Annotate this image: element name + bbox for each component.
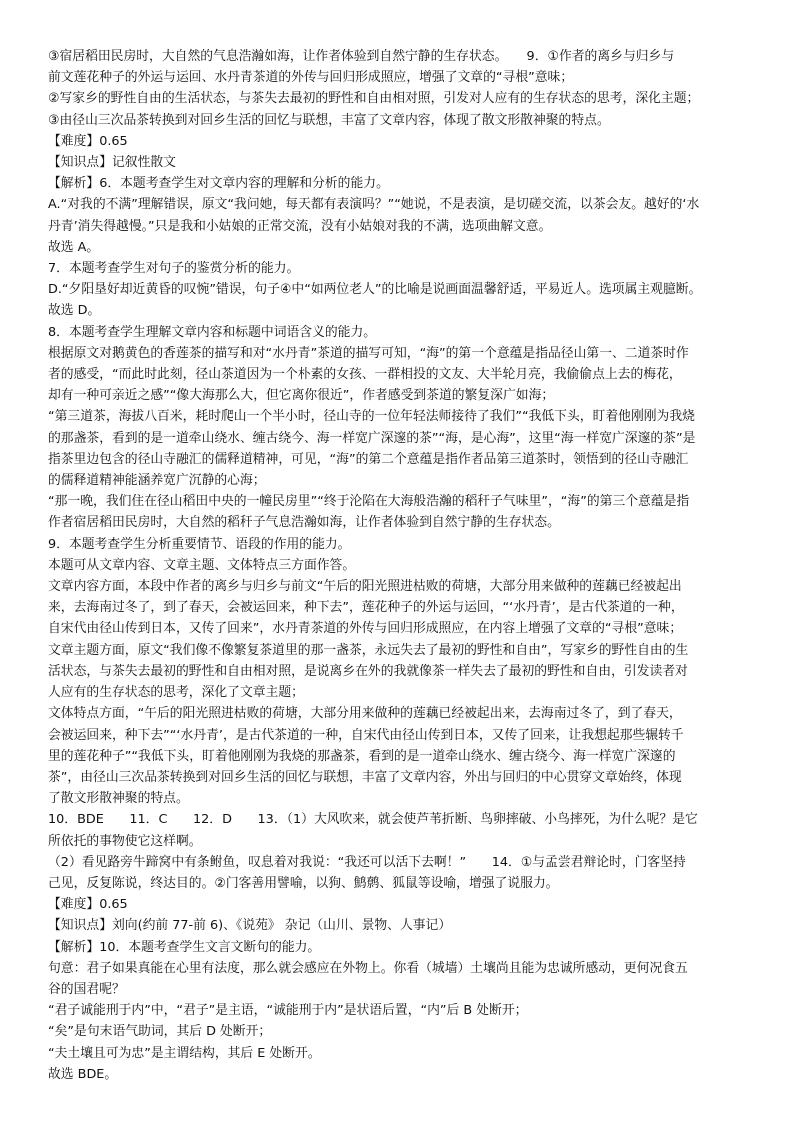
text-line: 的那盏茶，看到的是一道牵山绕水、缠古绕今、海一样宽广深邃的茶”“海，是心海”，这里“海一样宽广深邃的茶”是 <box>48 430 696 446</box>
text-line: “那一晚，我们住在径山稻田中央的一幢民房里”“终于沦陷在大海般浩瀚的稻秆子气味里”，“海”的第三个意蕴是指 <box>48 494 690 510</box>
text-line: 会被运回来，种下去”“‘水丹青’，是古代茶道的一种，自宋代由径山传到日本，又传了回来，让我想起那些辗转千 <box>48 727 684 743</box>
text-line: 丹青’消失得越慢。”只是我和小姑娘的正常交流，没有小姑娘对我的不满，选项曲解文意。 <box>48 218 552 234</box>
text-line: 己见，反复陈说，终达目的。②门客善用譬喻，以狗、鹪鹩、狐鼠等设喻，增强了说服力。 <box>48 875 559 891</box>
text-line: “矣”是句末语气助词，其后 D 处断开； <box>48 1024 272 1040</box>
text-line: 文体特点方面，“午后的阳光照进枯败的荷塘，大部分用来做种的莲藕已经被起出来，去海南过冬了，到了春天， <box>48 706 682 722</box>
text-line: 文章主题方面，原文“我们像不像繁复茶道里的那一盏茶，永远失去了最初的野性和自由”，写家乡的野性自由的生 <box>48 642 689 658</box>
text-line: 句意：君子如果真能在心里有法度，那么就会感应在外物上。你看（城墙）土壤尚且能为忠诚所感动，更何况食五 <box>48 960 688 976</box>
text-line: 8．本题考查学生理解文章内容和标题中词语含义的能力。 <box>48 324 377 340</box>
text-line: 【知识点】刘向(约前 77-前 6)、《说苑》 杂记（山川、景物、人事记） <box>48 918 452 934</box>
text-line: 里的莲花种子”“我低下头，盯着他刚刚为我烧的那盏茶，看到的是一道牵山绕水、缠古绕今、海一样宽广深邃的 <box>48 748 676 764</box>
text-line: 谷的国君呢？ <box>48 981 125 997</box>
text-line: 【难度】0.65 <box>48 897 128 913</box>
text-line: 本题可从文章内容、文章主题、文体特点三方面作答。 <box>48 557 356 573</box>
document-page <box>48 46 750 1085</box>
text-line: 故选 A。 <box>48 239 100 255</box>
text-line: 茶”，由径山三次品茶转换到对回乡生活的回忆与联想，丰富了文章内容，外出与回归的中心贯穿文章始终，体现 <box>48 769 682 785</box>
text-line: 作者宿居稻田民房时，大自然的稻秆子气息浩瀚如海，让作者体验到自然宁静的生存状态。 <box>48 515 560 531</box>
text-line: 【解析】10．本题考查学生文言文断句的能力。 <box>48 939 321 955</box>
text-line: 文章内容方面，本段中作者的离乡与归乡与前文“午后的阳光照进枯败的荷塘，大部分用来做种的莲藕已经被起出 <box>48 579 682 595</box>
text-line: 自宋代由径山传到日本，又传了回来”，水丹青茶道的外传与回归形成照应，在内容上增强了文章的“寻根”意味； <box>48 621 683 637</box>
text-line: 【解析】6．本题考查学生对文章内容的理解和分析的能力。 <box>48 176 389 192</box>
text-line: 来，去海南过冬了，到了春天，会被运回来，种下去”，莲花种子的外运与运回，“‘水丹青’，是古代茶道的一种， <box>48 600 684 616</box>
text-line: ②写家乡的野性自由的生活状态，与茶失去最初的野性和自由相对照，引发对人应有的生存状态的思考，深化主题； <box>48 91 700 107</box>
text-line: 活状态，与茶失去最初的野性和自由相对照，是说离乡在外的我就像茶一样失去了最初的野性和自由，引发读者对 <box>48 663 688 679</box>
text-line: 故选 D。 <box>48 303 101 319</box>
text-line: 【难度】0.65 <box>48 133 128 149</box>
text-line: 10．BDE 11．C 12．D 13．（1）大风吹来，就会使芦苇折断、鸟卵摔破、小鸟摔死，为什么呢？是它 <box>48 812 698 828</box>
text-line: “君子诚能刑于内”中，“君子”是主语，“诚能刑于内”是状语后置，“内”后 B 处断开； <box>48 1003 528 1019</box>
text-line: ③宿居稻田民房时，大自然的气息浩瀚如海，让作者体验到自然宁静的生存状态。 9．①作者的离乡与归乡与 <box>48 49 675 64</box>
text-line: A.“对我的不满”理解错误，原文“我问她，每天都有表演吗？”“她说，不是表演，是切磋交流，以茶会友。越好的‘水 <box>48 197 700 213</box>
text-line: 所依托的事物使它这样啊。 <box>48 833 202 849</box>
text-line: D.“夕阳垦好却近黄昏的叹惋”错误，句子④中“如两位老人”的比喻是说画面温馨舒适，平易近人。选项属主观臆断。 <box>48 282 702 298</box>
text-line: 故选 BDE。 <box>48 1066 118 1082</box>
text-line: “夫土壤且可为忠”是主谓结构，其后 E 处断开。 <box>48 1045 321 1061</box>
text-line: （2）看见路旁牛蹄窝中有条鲋鱼，叹息着对我说：“我还可以活下去啊！” 14．①与孟尝君辩论时，门客坚持 <box>48 854 686 870</box>
text-line: ③由径山三次品茶转换到对回乡生活的回忆与联想，丰富了文章内容，体现了散文形散神聚的特点。 <box>48 112 610 128</box>
text-line: 9．本题考查学生分析重要情节、语段的作用的能力。 <box>48 536 351 552</box>
text-line: 【知识点】记叙性散文 <box>48 155 176 171</box>
text-line: 指茶里边包含的径山寺融汇的儒释道精神，可见，“海”的第二个意蕴是指作者品第三道茶时，领悟到的径山寺融汇 <box>48 451 689 467</box>
text-line: 根据原文对鹅黄色的香莲茶的描写和对“水丹青”茶道的描写可知，“海”的第一个意蕴是指品径山第一、二道茶时作 <box>48 345 689 361</box>
text-line: 的儒释道精神能涵养宽广沉静的心海； <box>48 473 266 489</box>
text-line: 7．本题考查学生对句子的鉴赏分析的能力。 <box>48 261 300 277</box>
text-line: 者的感受，“而此时此刻，径山茶道因为一个朴素的女孩、一群相投的文友、大半轮月亮，我偷偷点上去的梅花， <box>48 367 682 383</box>
text-line: 了散文形散神聚的特点。 <box>48 791 189 807</box>
text-line: 前文莲花种子的外运与运回、水丹青茶道的外传与回归形成照应，增强了文章的“寻根”意味； <box>48 70 574 86</box>
text-line: 人应有的生存状态的思考，深化了文章主题； <box>48 685 304 701</box>
text-line: “第三道茶，海拔八百米，耗时爬山一个半小时，径山寺的一位年轻法师接待了我们”“我低下头，盯着他刚刚为我烧 <box>48 409 695 425</box>
text-line: 却有一种可亲近之感”“像大海那么大，但它离你很近”，作者感受到茶道的繁复深广如海； <box>48 388 555 404</box>
